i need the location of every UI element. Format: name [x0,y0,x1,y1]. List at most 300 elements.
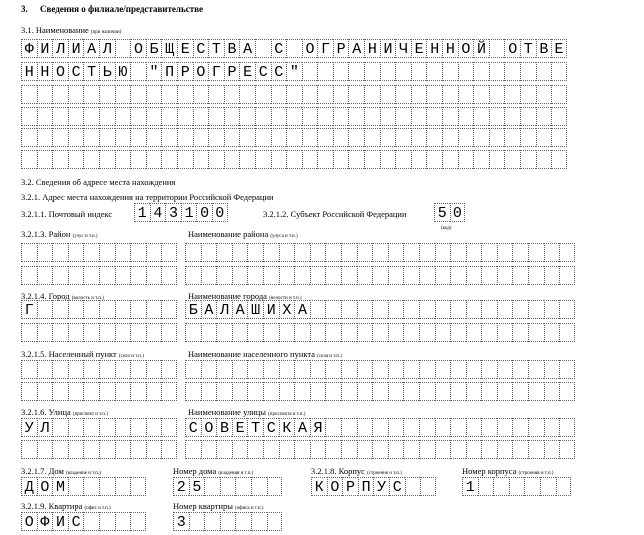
char-cell [52,360,68,379]
char-cell [497,382,513,401]
locality-type-line-2[interactable] [21,382,177,401]
city-type-line-2[interactable] [21,323,177,342]
char-cell [115,39,131,58]
postal-code-field[interactable] [134,203,228,222]
locality-name-line-1[interactable] [185,360,575,379]
char-cell [442,150,458,169]
char-cell [68,150,84,169]
char-cell [520,85,536,104]
name-line-2[interactable] [21,62,567,81]
char-cell [235,512,251,531]
char-cell [450,243,466,262]
char-cell [83,477,99,496]
district-label: 3.2.1.3. Район (улус и т.п.) [21,229,98,239]
char-cell [388,243,404,262]
char-cell [263,440,279,459]
char-cell [185,440,201,459]
char-cell: " [286,62,302,81]
char-cell [161,128,177,147]
char-cell: Е [177,39,193,58]
corpus-number-field[interactable] [462,477,571,496]
char-cell: Ф [37,512,53,531]
char-cell [466,440,482,459]
char-cell [279,323,295,342]
subject-code-field[interactable] [434,203,465,222]
char-cell: Щ [161,39,177,58]
char-cell [341,382,357,401]
char-cell [177,150,193,169]
char-cell [115,512,131,531]
char-cell [263,243,279,262]
char-cell [99,243,115,262]
char-cell: Г [317,39,333,58]
char-cell: Ш [247,300,263,319]
char-cell [388,418,404,437]
char-cell [357,382,373,401]
char-cell [473,62,489,81]
char-cell [310,266,326,285]
char-cell [372,323,388,342]
char-cell [435,323,451,342]
char-cell [294,266,310,285]
char-cell [395,62,411,81]
char-cell [333,85,349,104]
char-cell: И [263,300,279,319]
char-cell [146,323,162,342]
char-cell [551,85,567,104]
char-cell [325,440,341,459]
char-cell: Н [442,39,458,58]
char-cell [442,62,458,81]
char-cell [52,128,68,147]
char-cell: С [255,62,271,81]
char-cell [509,477,525,496]
char-cell: В [536,39,552,58]
char-cell [83,360,99,379]
char-cell [177,85,193,104]
char-cell [528,418,544,437]
char-cell [411,62,427,81]
char-cell: О [302,39,318,58]
char-cell: Т [208,39,224,58]
char-cell [372,266,388,285]
char-cell [403,418,419,437]
char-cell [504,128,520,147]
locality-name-label: Наименование населенного пункта (села и т.п.) [188,349,342,359]
char-cell [146,440,162,459]
char-cell [146,300,162,319]
subject-label: 3.2.1.2. Субъект Российской Федерации [263,209,407,219]
char-cell [458,85,474,104]
char-cell [372,300,388,319]
char-cell [419,243,435,262]
char-cell [146,382,162,401]
char-cell [37,360,53,379]
char-cell [239,85,255,104]
char-cell [68,128,84,147]
char-cell [403,323,419,342]
char-cell [208,85,224,104]
street-type-line-2[interactable] [21,440,177,459]
char-cell [473,150,489,169]
char-cell [99,360,115,379]
char-cell [224,107,240,126]
char-cell: Г [208,62,224,81]
char-cell: Ф [21,39,37,58]
char-cell: Е [239,62,255,81]
char-cell [395,85,411,104]
name-line-4[interactable] [21,107,567,126]
char-cell [325,382,341,401]
char-cell [520,107,536,126]
city-label: 3.2.1.4. Город (волость и т.п.) [21,291,104,301]
char-cell: 5 [189,477,205,496]
char-cell [247,266,263,285]
char-cell [83,300,99,319]
char-cell: Е [411,39,427,58]
char-cell [481,360,497,379]
name-line-5[interactable] [21,128,567,147]
char-cell [435,266,451,285]
char-cell [130,477,146,496]
char-cell [37,440,53,459]
char-cell [528,360,544,379]
char-cell [185,243,201,262]
char-cell: Н [426,39,442,58]
char-cell [37,243,53,262]
char-cell [419,266,435,285]
char-cell [473,128,489,147]
char-cell [247,243,263,262]
char-cell [551,150,567,169]
name-line-1[interactable] [21,39,567,58]
char-cell [497,300,513,319]
char-cell [544,266,560,285]
street-name-line-2[interactable] [185,440,575,459]
char-cell [294,243,310,262]
name-line-6[interactable] [21,150,567,169]
char-cell: 4 [150,203,166,222]
house-number-field[interactable] [173,477,282,496]
char-cell [559,300,575,319]
char-cell [204,512,220,531]
char-cell [115,360,131,379]
char-cell: М [52,477,68,496]
district-name-line-2[interactable] [185,266,575,285]
char-cell [251,512,267,531]
char-cell [551,107,567,126]
char-cell [99,85,115,104]
char-cell [294,382,310,401]
char-cell [473,107,489,126]
char-cell [411,128,427,147]
char-cell [271,107,287,126]
district-type-line-2[interactable] [21,266,177,285]
char-cell [115,85,131,104]
char-cell [536,128,552,147]
char-cell [544,360,560,379]
street-type-line-1[interactable] [21,418,177,437]
house-type-field[interactable] [21,477,146,496]
char-cell [559,266,575,285]
char-cell: Б [185,300,201,319]
char-cell [224,128,240,147]
char-cell [435,300,451,319]
char-cell [512,440,528,459]
char-cell: Ю [115,62,131,81]
char-cell: В [216,418,232,437]
char-cell [481,382,497,401]
char-cell [271,150,287,169]
address-heading: 3.2. Сведения об адресе места нахождения [21,177,176,187]
char-cell [388,300,404,319]
char-cell [310,382,326,401]
char-cell [458,62,474,81]
flat-type-field[interactable] [21,512,146,531]
char-cell: 0 [212,203,228,222]
char-cell [130,300,146,319]
char-cell [37,128,53,147]
char-cell [357,323,373,342]
char-cell [99,107,115,126]
char-cell [559,243,575,262]
char-cell [224,150,240,169]
char-cell [161,85,177,104]
char-cell [302,107,318,126]
char-cell [310,440,326,459]
char-cell [528,323,544,342]
locality-type-line-1[interactable] [21,360,177,379]
char-cell [216,323,232,342]
city-name-line-1[interactable] [185,300,575,319]
char-cell [193,150,209,169]
char-cell [512,243,528,262]
char-cell [247,382,263,401]
char-cell [411,107,427,126]
char-cell [161,360,177,379]
char-cell [411,150,427,169]
char-cell [489,62,505,81]
char-cell [99,266,115,285]
char-cell [536,150,552,169]
char-cell [325,360,341,379]
char-cell [21,266,37,285]
char-cell [504,62,520,81]
char-cell [115,418,131,437]
char-cell [528,243,544,262]
char-cell [497,323,513,342]
char-cell [99,323,115,342]
char-cell [544,440,560,459]
char-cell [83,323,99,342]
city-name-line-2[interactable] [185,323,575,342]
char-cell [520,150,536,169]
char-cell [204,477,220,496]
char-cell [435,382,451,401]
char-cell [512,418,528,437]
char-cell [364,128,380,147]
char-cell [185,382,201,401]
house-number-label: Номер дома (владения и т.п.) [173,466,254,476]
char-cell [37,300,53,319]
char-cell: Д [21,477,37,496]
char-cell [325,266,341,285]
char-cell: А [232,300,248,319]
char-cell [528,300,544,319]
char-cell: В [224,39,240,58]
char-cell [317,107,333,126]
district-name-line-1[interactable] [185,243,575,262]
char-cell [83,382,99,401]
char-cell [161,300,177,319]
char-cell [520,128,536,147]
char-cell [130,382,146,401]
char-cell [481,266,497,285]
char-cell [512,300,528,319]
street-label: 3.2.1.6. Улица (проспект и т.п.) [21,407,108,417]
char-cell [146,85,162,104]
char-cell [333,128,349,147]
name-line-3[interactable] [21,85,567,104]
char-cell [556,477,572,496]
char-cell [504,85,520,104]
char-cell: Л [216,300,232,319]
char-cell [435,440,451,459]
char-cell: " [146,62,162,81]
char-cell [99,382,115,401]
char-cell [317,62,333,81]
char-cell [130,150,146,169]
char-cell [357,440,373,459]
char-cell [130,266,146,285]
char-cell [317,150,333,169]
char-cell [115,300,131,319]
char-cell [420,477,436,496]
char-cell: Х [279,300,295,319]
char-cell [99,418,115,437]
char-cell [130,418,146,437]
char-cell: Е [551,39,567,58]
street-name-line-1[interactable] [185,418,575,437]
char-cell: Л [99,39,115,58]
char-cell [21,323,37,342]
char-cell [544,323,560,342]
char-cell [52,107,68,126]
char-cell [130,62,146,81]
char-cell [380,107,396,126]
char-cell [493,477,509,496]
char-cell: Р [224,62,240,81]
char-cell [263,382,279,401]
char-cell [220,477,236,496]
char-cell [357,418,373,437]
char-cell [255,150,271,169]
char-cell [189,512,205,531]
district-type-line-1[interactable] [21,243,177,262]
subject-hint: (код) [441,226,452,231]
char-cell [442,128,458,147]
char-cell [310,243,326,262]
char-cell: К [311,477,327,496]
char-cell [279,243,295,262]
char-cell [294,323,310,342]
char-cell [466,360,482,379]
char-cell [426,150,442,169]
char-cell [388,382,404,401]
char-cell [271,85,287,104]
char-cell [380,85,396,104]
char-cell: Г [21,300,37,319]
char-cell [481,418,497,437]
char-cell [239,107,255,126]
flat-number-field[interactable] [173,512,282,531]
char-cell: 0 [450,203,466,222]
char-cell: А [83,39,99,58]
char-cell [130,323,146,342]
char-cell [99,477,115,496]
city-name-label: Наименование города (волости и т.п.) [188,291,302,301]
char-cell [115,323,131,342]
char-cell [255,128,271,147]
char-cell [279,360,295,379]
char-cell [216,243,232,262]
char-cell [255,39,271,58]
char-cell [130,85,146,104]
locality-name-line-2[interactable] [185,382,575,401]
char-cell [450,382,466,401]
char-cell [286,39,302,58]
char-cell [161,266,177,285]
char-cell [481,440,497,459]
char-cell [325,418,341,437]
corpus-type-field[interactable] [311,477,436,496]
char-cell [473,85,489,104]
char-cell [83,512,99,531]
char-cell [37,107,53,126]
char-cell [68,107,84,126]
city-type-line-1[interactable] [21,300,177,319]
char-cell [544,418,560,437]
char-cell [310,300,326,319]
char-cell [333,150,349,169]
postal-label: 3.2.1.1. Почтовый индекс [21,209,113,219]
char-cell [286,150,302,169]
char-cell: 1 [134,203,150,222]
char-cell: Ч [395,39,411,58]
section-number: 3. [21,4,28,14]
char-cell [255,107,271,126]
char-cell [68,440,84,459]
char-cell [489,39,505,58]
char-cell [52,323,68,342]
char-cell [130,128,146,147]
char-cell [458,150,474,169]
char-cell: П [161,62,177,81]
char-cell [52,150,68,169]
char-cell [536,85,552,104]
char-cell [559,440,575,459]
char-cell [208,107,224,126]
char-cell [310,323,326,342]
char-cell: П [358,477,374,496]
char-cell [458,107,474,126]
char-cell [481,243,497,262]
char-cell: О [201,418,217,437]
char-cell [37,382,53,401]
char-cell [216,266,232,285]
char-cell [263,323,279,342]
char-cell [83,85,99,104]
